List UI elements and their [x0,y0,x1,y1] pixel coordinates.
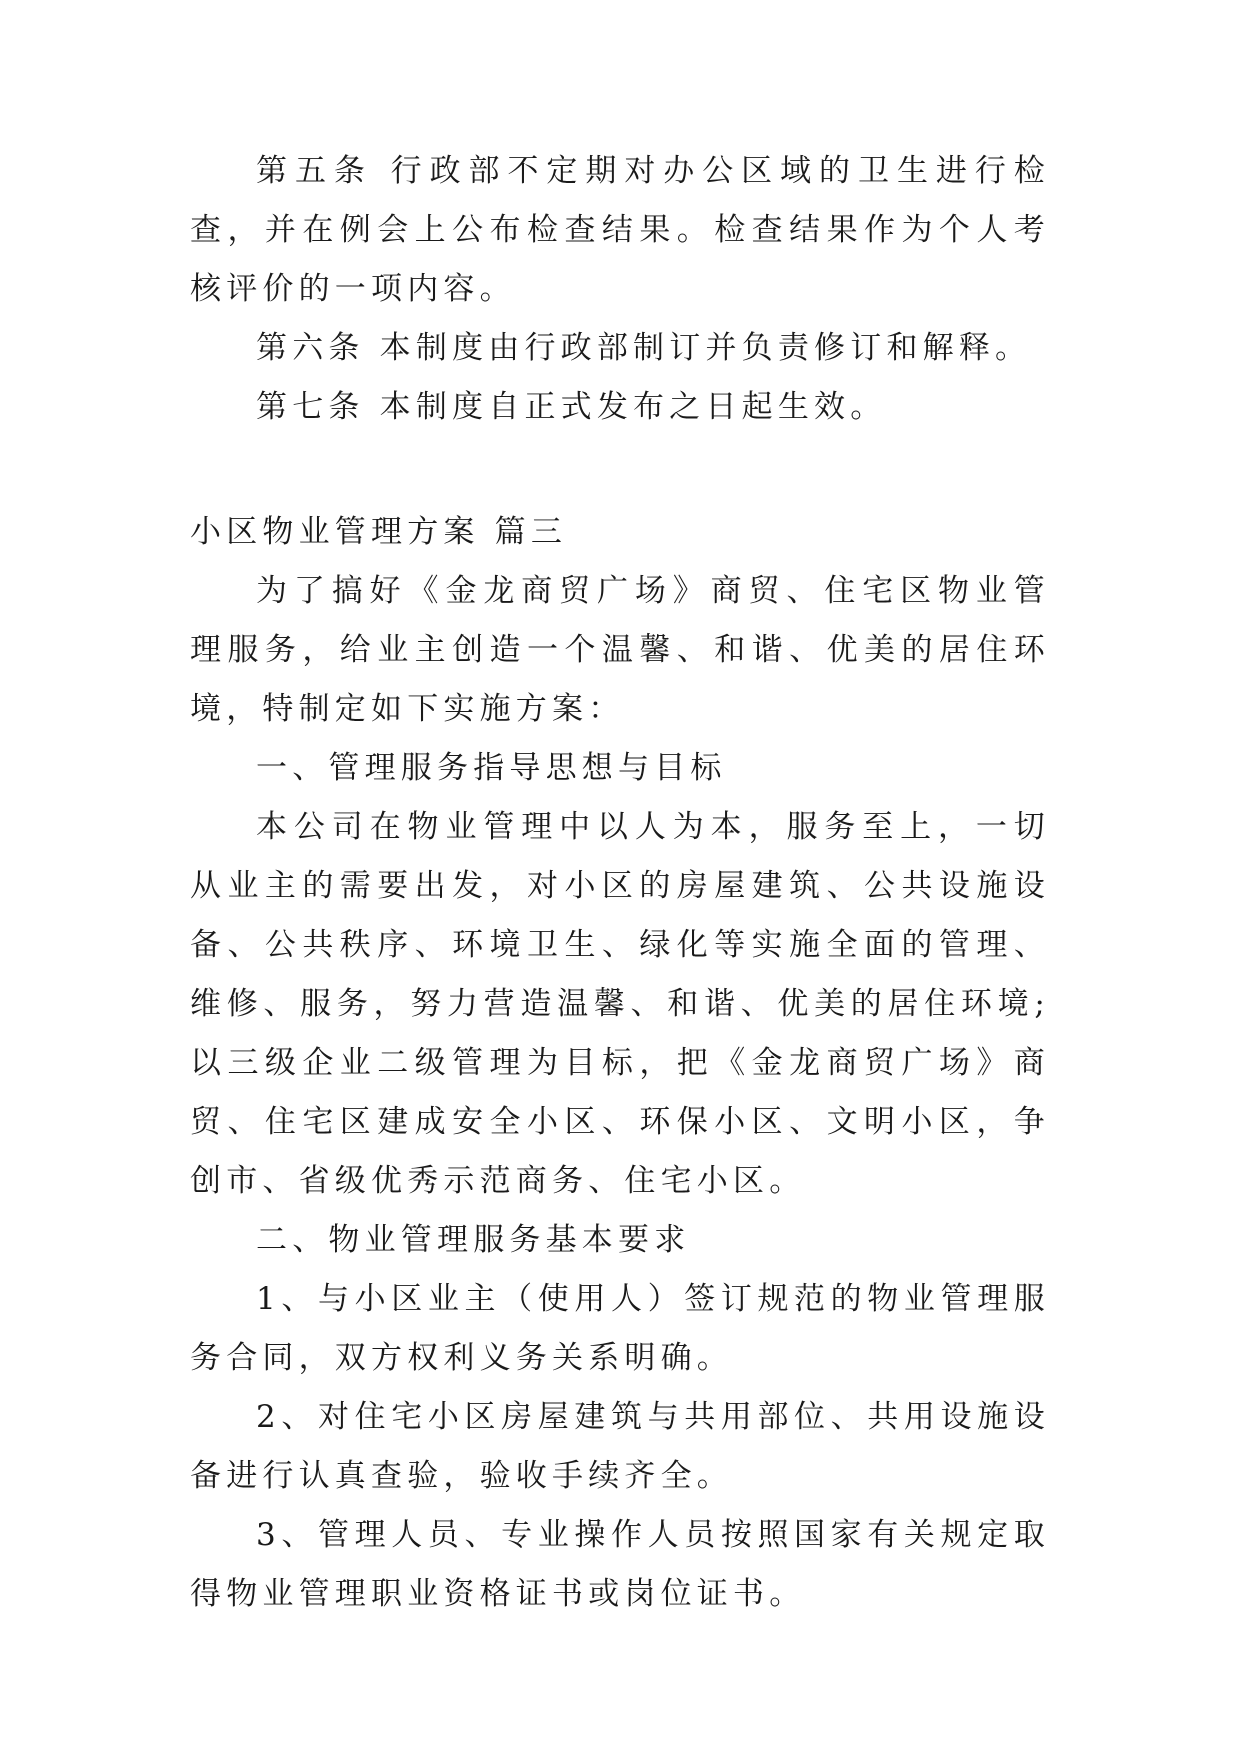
section-title: 小区物业管理方案 篇三 [190,514,568,550]
rules-section [190,142,1050,437]
requirement-item-2: 2、对住宅小区房屋建筑与共用部位、共用设施设备进行认真查验，验收手续齐全。 [190,1399,1050,1494]
intro-paragraph: 为了搞好《金龙商贸广场》商贸、住宅区物业管理服务，给业主创造一个温馨、和谐、优美的居住环境，特制定如下实施方案： [190,573,1050,727]
requirement-item-1: 1、与小区业主（使用人）签订规范的物业管理服务合同，双方权利义务关系明确。 [190,1281,1050,1376]
article-5-paragraph: 第五条 行政部不定期对办公区域的卫生进行检查，并在例会上公布检查结果。检查结果作为个人考核评价的一项内容。 [190,153,1050,307]
principles-paragraph: 本公司在物业管理中以人为本，服务至上，一切从业主的需要出发，对小区的房屋建筑、公共设施设备、公共秩序、环境卫生、绿化等实施全面的管理、维修、服务，努力营造温馨、和谐、优美的居住环境;以三级企业二级管理为目标，把《金龙商贸广场》商贸、住宅区建成安全小区、环保小区、文明小区，争创市、省级优秀示范商务、住宅小区。 [190,809,1050,1199]
article-6-paragraph: 第六条 本制度由行政部制订并负责修订和解释。 [256,330,1032,366]
heading-basic-requirements: 二、物业管理服务基本要求 [256,1222,691,1258]
heading-guiding-principles: 一、管理服务指导思想与目标 [256,750,727,786]
requirement-item-3: 3、管理人员、专业操作人员按照国家有关规定取得物业管理职业资格证书或岗位证书。 [190,1517,1050,1612]
article-7-paragraph: 第七条 本制度自正式发布之日起生效。 [256,389,887,425]
plan-section [190,503,1050,1624]
